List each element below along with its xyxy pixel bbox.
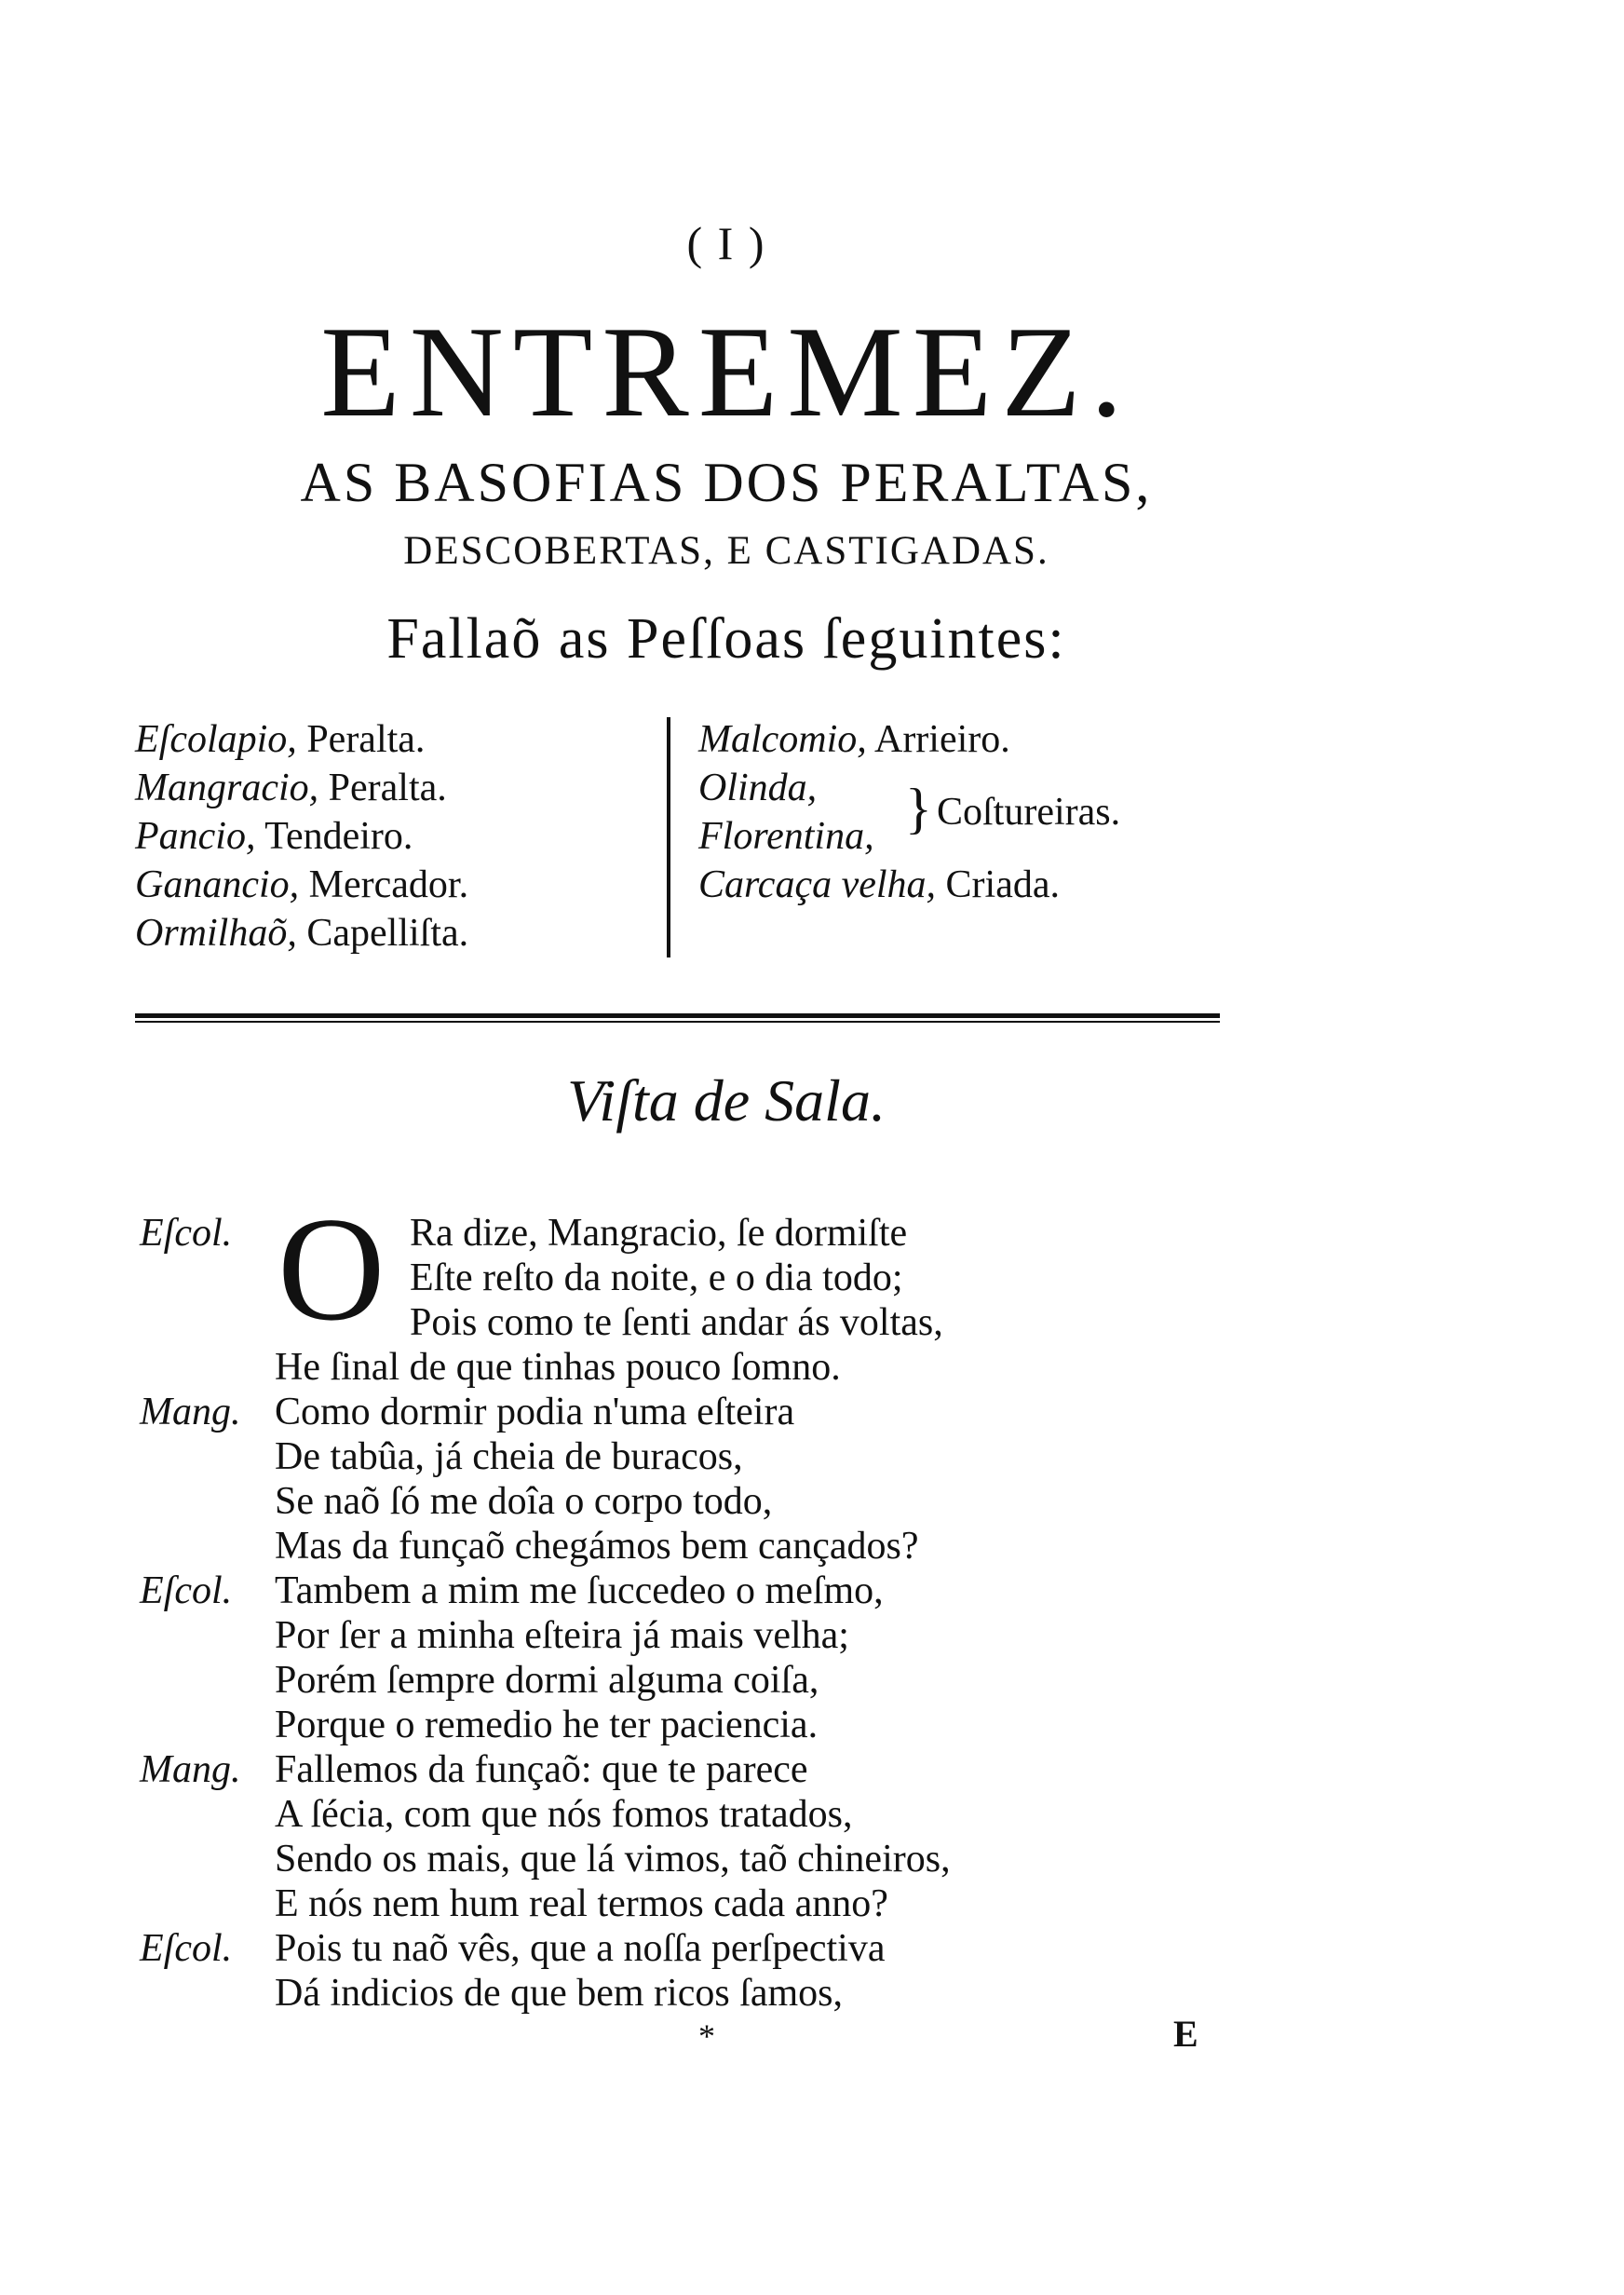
character-role: Mercador. — [308, 863, 469, 906]
subtitle-line-1: AS BASOFIAS DOS PERALTAS, — [300, 452, 1153, 513]
page-number: ( I ) — [686, 217, 766, 269]
verse-line: Eſte reſto da noite, e o dia todo; — [410, 1256, 903, 1299]
subtitle-line-2: DESCOBERTAS, E CASTIGADAS. — [403, 529, 1049, 573]
verse-line: Fallemos da funçaõ: que te parece — [275, 1748, 808, 1791]
drop-cap: O — [277, 1186, 386, 1351]
verse-line: Porém ſempre dormi alguma coiſa, — [275, 1659, 819, 1702]
cast-entry — [698, 861, 1060, 909]
cast-list-left — [135, 715, 468, 957]
cast-entry — [698, 715, 1060, 764]
speaker-label: Eſcol. — [140, 1212, 233, 1255]
verse-line: Mas da funçaõ chegámos bem cançados? — [275, 1525, 919, 1568]
character-role: Capelliſta. — [306, 912, 469, 955]
brace-mark: } — [905, 778, 932, 839]
verse-line: Sendo os mais, que lá vimos, taõ chineiros, — [275, 1838, 951, 1881]
verse-line: Se naõ ſó me doîa o corpo todo, — [275, 1480, 773, 1523]
character-name: Carcaça velha, — [698, 863, 937, 906]
verse-line: Tambem a mim me ſuccedeo o meſmo, — [275, 1569, 884, 1612]
character-name: Eſcolapio, — [135, 718, 297, 761]
verse-line: Porque o remedio he ter paciencia. — [275, 1704, 819, 1746]
cast-entry — [135, 812, 468, 861]
verse-line: He ſinal de que tinhas pouco ſomno. — [275, 1346, 841, 1389]
verse-line: Dá indicios de que bem ricos ſamos, — [275, 1972, 844, 2015]
character-role: Coſtureiras. — [937, 791, 1121, 834]
verse-line: De tabûa, já cheia de buracos, — [275, 1435, 743, 1478]
character-role: Peralta. — [306, 718, 426, 761]
character-role: Arrieiro. — [873, 718, 1010, 761]
signature-mark: * — [698, 2017, 715, 2055]
horizontal-rule — [135, 1013, 1220, 1018]
catchword: E — [1173, 2013, 1198, 2055]
character-role: Tendeiro. — [264, 815, 413, 858]
cast-entry — [135, 861, 468, 909]
character-name: Ganancio, — [135, 863, 300, 906]
verse-line: A ſécia, com que nós fomos tratados, — [275, 1793, 853, 1836]
cast-entry — [135, 764, 468, 812]
verse-line: Ra dize, Mangracio, ſe dormiſte — [410, 1212, 908, 1255]
cast-entry — [135, 715, 468, 764]
persons-heading: Fallaõ as Peſſoas ſeguintes: — [386, 607, 1066, 671]
cast-group-seamstresses — [698, 764, 1121, 861]
speaker-label: Eſcol. — [140, 1569, 233, 1612]
character-name: Ormilhaõ, — [135, 912, 297, 955]
character-name: Florentina, — [698, 815, 874, 858]
cast-list-right — [698, 715, 1121, 909]
character-name: Malcomio, — [698, 718, 867, 761]
verse-line: Por ſer a minha eſteira já mais velha; — [275, 1614, 849, 1657]
verse-line: Como dormir podia n'uma eſteira — [275, 1391, 795, 1433]
verse-line: E nós nem hum real termos cada anno? — [275, 1882, 888, 1925]
cast-entry — [135, 909, 468, 957]
character-name: Olinda, — [698, 767, 818, 809]
speaker-label: Mang. — [140, 1748, 241, 1791]
main-title: ENTREMEZ. — [320, 300, 1132, 444]
speaker-label: Eſcol. — [140, 1927, 233, 1970]
verse-line: Pois como te ſenti andar ás voltas, — [410, 1301, 943, 1344]
verse-line: Pois tu naõ vês, que a noſſa perſpectiva — [275, 1927, 886, 1970]
scene-heading: Viſta de Sala. — [567, 1067, 886, 1134]
character-role: Criada. — [945, 863, 1060, 906]
cast-divider-line — [667, 717, 670, 957]
character-role: Peralta. — [328, 767, 447, 809]
horizontal-rule-thin — [135, 1021, 1220, 1023]
character-name: Pancio, — [135, 815, 256, 858]
character-name: Mangracio, — [135, 767, 319, 809]
speaker-label: Mang. — [140, 1391, 241, 1433]
